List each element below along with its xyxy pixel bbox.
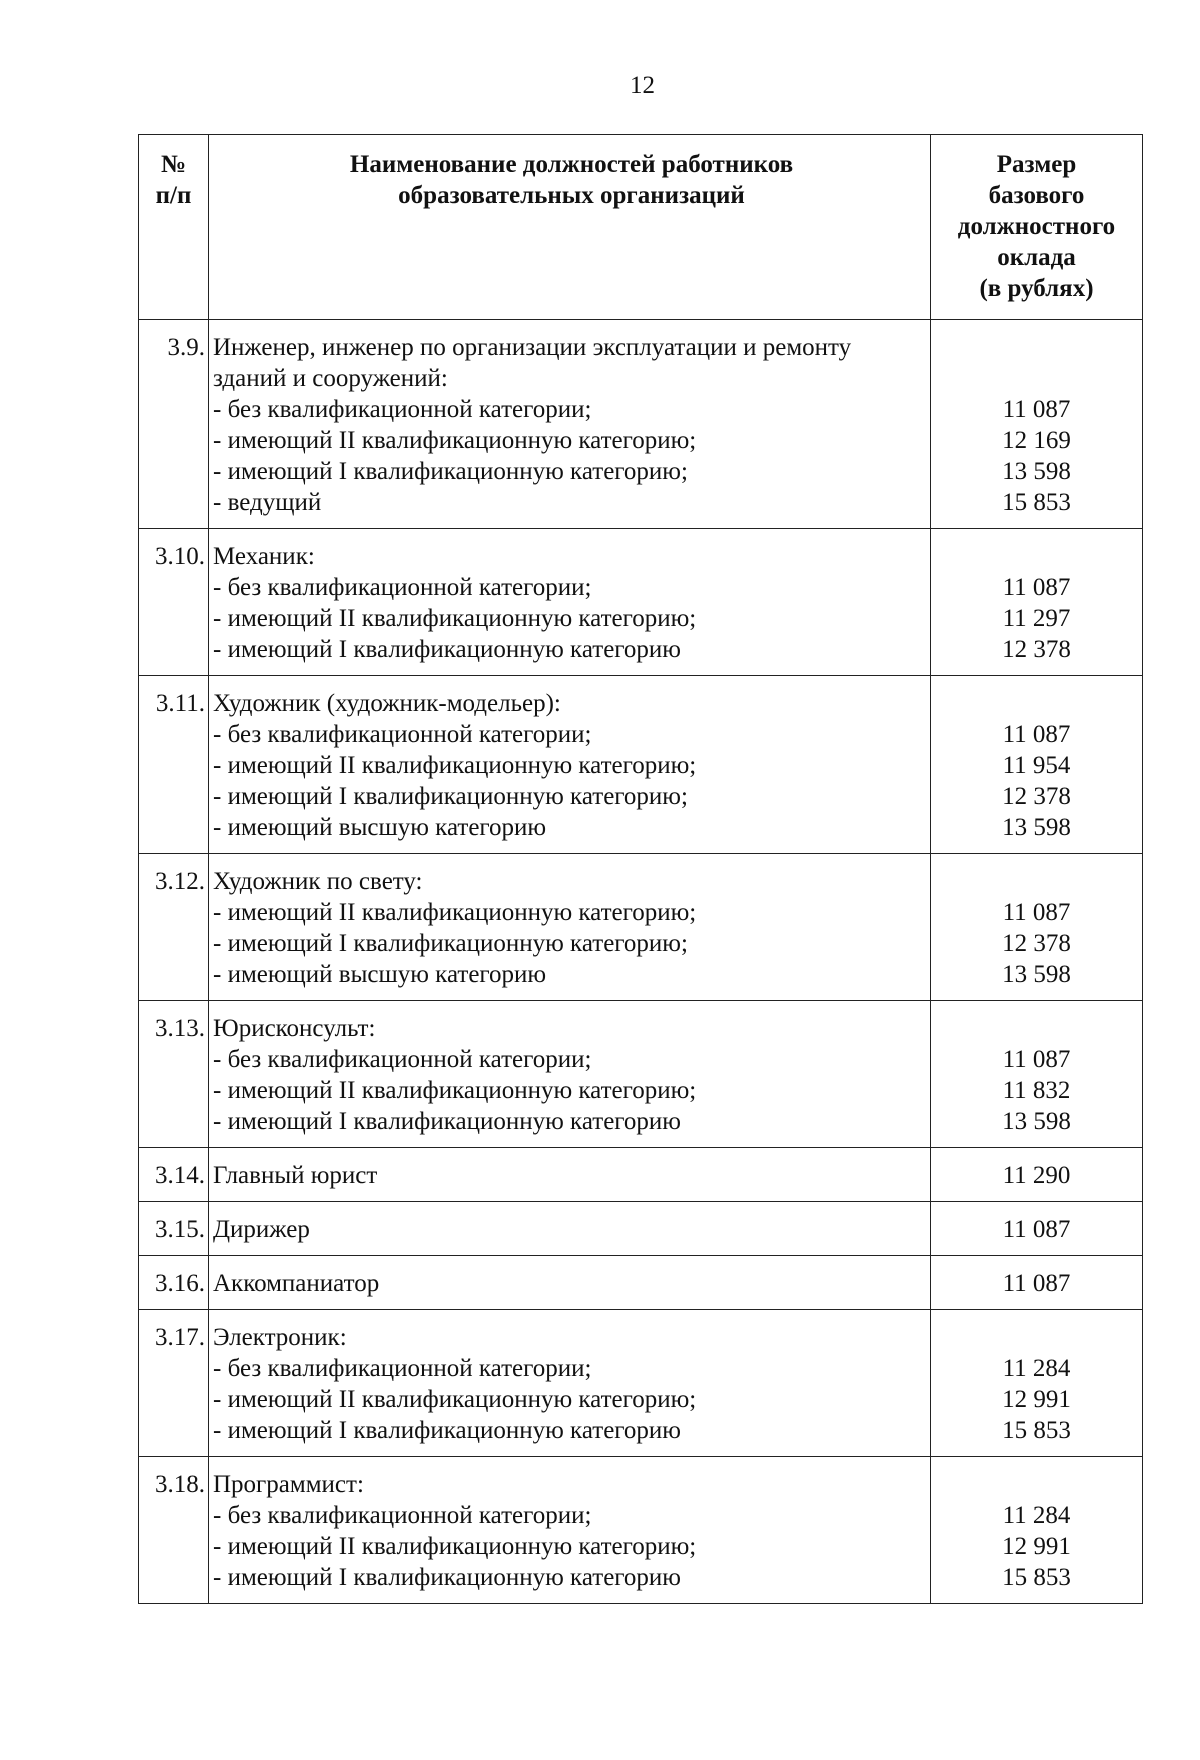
position-title: Программист: (213, 1471, 364, 1498)
salary-value: 15 853 (1002, 1417, 1071, 1444)
position-name-cell (209, 676, 931, 854)
salary-value: 11 954 (1002, 752, 1071, 779)
table-row (139, 1457, 1143, 1604)
salary-value-cell (931, 529, 1143, 676)
position-title: Инженер, инженер по организации эксплуатации и ремонту (213, 334, 852, 361)
salary-value-cell (931, 320, 1143, 529)
row-number: 3.14. (139, 1148, 209, 1202)
salary-value: 11 087 (1002, 899, 1071, 926)
salary-value: 11 087 (1002, 1046, 1071, 1073)
salary-value: 11 284 (1002, 1355, 1071, 1382)
salary-value: 13 598 (1002, 814, 1071, 841)
header-value-line: базового (988, 182, 1085, 209)
salary-value-cell (931, 1202, 1143, 1256)
value-spacer (931, 332, 1142, 363)
position-name-cell (209, 854, 931, 1001)
qualification-item: - имеющий II квалификационную категорию; (213, 605, 697, 632)
header-number-line: п/п (155, 182, 192, 209)
salary-value: 11 297 (1002, 605, 1071, 632)
qualification-item: - имеющий I квалификационную категорию; (213, 458, 688, 485)
header-name-cell (209, 135, 931, 320)
salary-value: 12 991 (1002, 1533, 1071, 1560)
qualification-item: - имеющий I квалификационную категорию (213, 1108, 681, 1135)
salary-value: 11 087 (1002, 721, 1071, 748)
value-spacer (931, 1322, 1142, 1353)
row-number: 3.9. (139, 320, 209, 529)
salary-value-cell (931, 1148, 1143, 1202)
table-row (139, 1001, 1143, 1148)
salary-value: 12 378 (1002, 783, 1071, 810)
position-title: Механик: (213, 543, 315, 570)
salary-value-cell (931, 1457, 1143, 1604)
salary-value: 12 378 (1002, 930, 1071, 957)
position-title: Главный юрист (213, 1162, 378, 1189)
header-value-line: оклада (997, 244, 1076, 271)
qualification-item: - имеющий II квалификационную категорию; (213, 899, 697, 926)
row-number: 3.16. (139, 1256, 209, 1310)
header-value-cell (931, 135, 1143, 320)
position-name-cell (209, 1202, 931, 1256)
position-title: зданий и сооружений: (213, 365, 448, 392)
position-title: Художник (художник-модельер): (213, 690, 561, 717)
qualification-item: - без квалификационной категории; (213, 1355, 592, 1382)
qualification-item: - без квалификационной категории; (213, 574, 592, 601)
salary-value: 12 169 (1002, 427, 1071, 454)
salary-value: 11 087 (1002, 1216, 1071, 1243)
position-title: Аккомпаниатор (213, 1270, 380, 1297)
salary-value: 11 087 (1002, 396, 1071, 423)
qualification-item: - имеющий II квалификационную категорию; (213, 1077, 697, 1104)
table-row (139, 1256, 1143, 1310)
salary-value-cell (931, 1256, 1143, 1310)
salary-value: 12 991 (1002, 1386, 1071, 1413)
table-row (139, 1310, 1143, 1457)
position-name-cell (209, 529, 931, 676)
qualification-item: - имеющий высшую категорию (213, 814, 547, 841)
row-number: 3.18. (139, 1457, 209, 1604)
salary-value: 11 087 (1002, 1270, 1071, 1297)
position-title: Электроник: (213, 1324, 347, 1351)
row-number: 3.15. (139, 1202, 209, 1256)
qualification-item: - без квалификационной категории; (213, 1502, 592, 1529)
value-spacer (931, 1013, 1142, 1044)
header-name-line: Наименование должностей работников (349, 151, 794, 178)
table-row (139, 529, 1143, 676)
position-title: Юрисконсульт: (213, 1015, 376, 1042)
row-number: 3.13. (139, 1001, 209, 1148)
position-name-cell (209, 1001, 931, 1148)
qualification-item: - имеющий I квалификационную категорию (213, 1564, 681, 1591)
row-number: 3.17. (139, 1310, 209, 1457)
salary-value: 11 284 (1002, 1502, 1071, 1529)
header-value-line: (в рублях) (979, 275, 1094, 302)
page-number: 12 (630, 72, 655, 99)
salary-table (138, 134, 1143, 1604)
salary-value: 15 853 (1002, 489, 1071, 516)
salary-value: 11 290 (1002, 1162, 1071, 1189)
row-number: 3.11. (139, 676, 209, 854)
table-header-row (139, 135, 1143, 320)
table-row (139, 1202, 1143, 1256)
salary-value: 11 832 (1002, 1077, 1071, 1104)
qualification-item: - имеющий высшую категорию (213, 961, 547, 988)
table-row (139, 854, 1143, 1001)
salary-value-cell (931, 854, 1143, 1001)
qualification-item: - ведущий (213, 489, 322, 516)
qualification-item: - имеющий II квалификационную категорию; (213, 752, 697, 779)
position-name-cell (209, 1148, 931, 1202)
position-title: Художник по свету: (213, 868, 423, 895)
qualification-item: - имеющий I квалификационную категорию; (213, 783, 688, 810)
qualification-item: - без квалификационной категории; (213, 721, 592, 748)
position-name-cell (209, 1310, 931, 1457)
value-spacer (931, 363, 1142, 394)
value-spacer (931, 688, 1142, 719)
qualification-item: - имеющий I квалификационную категорию; (213, 930, 688, 957)
header-value-line: Размер (996, 151, 1077, 178)
salary-value: 12 378 (1002, 636, 1071, 663)
row-number: 3.10. (139, 529, 209, 676)
qualification-item: - имеющий II квалификационную категорию; (213, 1386, 697, 1413)
header-name-line: образовательных организаций (398, 182, 745, 209)
salary-value: 11 087 (1002, 574, 1071, 601)
position-name-cell (209, 320, 931, 529)
row-number: 3.12. (139, 854, 209, 1001)
salary-value-cell (931, 1310, 1143, 1457)
salary-value-cell (931, 676, 1143, 854)
qualification-item: - без квалификационной категории; (213, 396, 592, 423)
qualification-item: - имеющий II квалификационную категорию; (213, 427, 697, 454)
qualification-item: - без квалификационной категории; (213, 1046, 592, 1073)
salary-value: 13 598 (1002, 961, 1071, 988)
value-spacer (931, 541, 1142, 572)
position-name-cell (209, 1256, 931, 1310)
qualification-item: - имеющий II квалификационную категорию; (213, 1533, 697, 1560)
salary-value: 13 598 (1002, 1108, 1071, 1135)
table-body (139, 320, 1143, 1604)
salary-value: 13 598 (1002, 458, 1071, 485)
header-number-line: № (160, 151, 187, 178)
table-row (139, 676, 1143, 854)
salary-value-cell (931, 1001, 1143, 1148)
table-row (139, 320, 1143, 529)
table-row (139, 1148, 1143, 1202)
value-spacer (931, 866, 1142, 897)
value-spacer (931, 1469, 1142, 1500)
header-number-cell (139, 135, 209, 320)
salary-value: 15 853 (1002, 1564, 1071, 1591)
position-name-cell (209, 1457, 931, 1604)
position-title: Дирижер (213, 1216, 310, 1243)
header-value-line: должностного (957, 213, 1116, 240)
qualification-item: - имеющий I квалификационную категорию (213, 1417, 681, 1444)
qualification-item: - имеющий I квалификационную категорию (213, 636, 681, 663)
